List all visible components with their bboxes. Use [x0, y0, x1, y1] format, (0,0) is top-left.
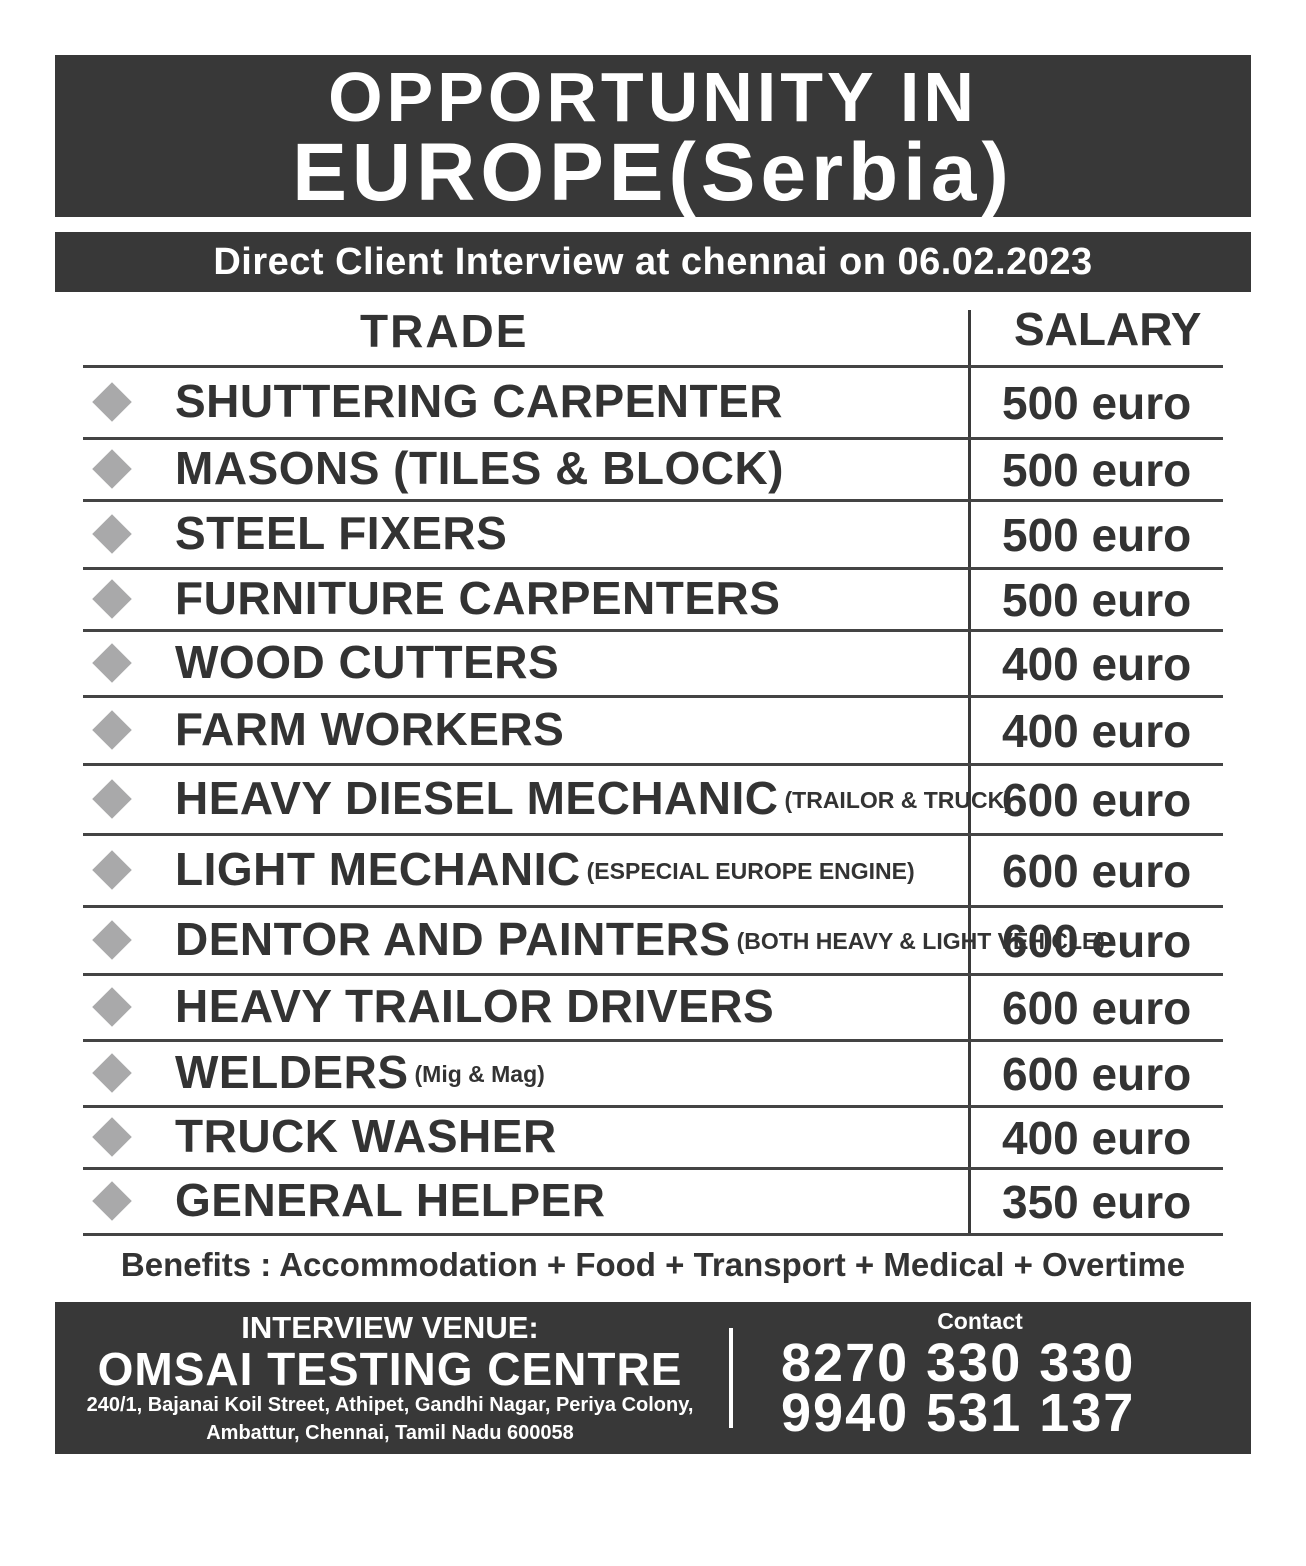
trade-label: FURNITURE CARPENTERS: [175, 572, 781, 624]
row-separator: [83, 905, 1223, 908]
row-separator: [83, 973, 1223, 976]
trade-label: TRUCK WASHER: [175, 1110, 557, 1162]
trade-name: [175, 842, 915, 896]
salary-value: 400 euro: [1002, 638, 1192, 690]
trade-name: [175, 1109, 557, 1163]
row-separator: [83, 1233, 1223, 1236]
diamond-bullet-icon: [92, 1181, 132, 1221]
row-separator: [83, 499, 1223, 502]
trade-label: DENTOR AND PAINTERS: [175, 913, 731, 965]
interview-date-bar: Direct Client Interview at chennai on 06.02.2023: [55, 232, 1251, 292]
trade-label: HEAVY TRAILOR DRIVERS: [175, 980, 775, 1032]
salary-value: 500 euro: [1002, 509, 1192, 561]
contact-phone-1: 8270 330 330: [781, 1333, 1136, 1393]
venue-address-line-1: 240/1, Bajanai Koil Street, Athipet, Gandhi Nagar, Periya Colony,: [86, 1394, 694, 1416]
trade-note: (ESPECIAL EUROPE ENGINE): [586, 858, 915, 884]
salary-column-header: SALARY: [1014, 303, 1202, 355]
trade-name: [175, 702, 564, 756]
salary-value: 600 euro: [1002, 1048, 1192, 1100]
diamond-bullet-icon: [92, 987, 132, 1027]
row-separator: [83, 1167, 1223, 1170]
trade-name: [175, 912, 1105, 966]
row-separator: [83, 365, 1223, 368]
trade-name: [175, 635, 559, 689]
trade-label: STEEL FIXERS: [175, 507, 508, 559]
trade-name: [175, 441, 784, 495]
row-separator: [83, 567, 1223, 570]
diamond-bullet-icon: [92, 579, 132, 619]
row-separator: [83, 1039, 1223, 1042]
trade-name: [175, 571, 780, 625]
footer-divider: [729, 1328, 733, 1428]
salary-value: 500 euro: [1002, 574, 1192, 626]
diamond-bullet-icon: [92, 449, 132, 489]
diamond-bullet-icon: [92, 643, 132, 683]
diamond-bullet-icon: [92, 920, 132, 960]
row-separator: [83, 1105, 1223, 1108]
trade-label: GENERAL HELPER: [175, 1174, 606, 1226]
title-banner: [55, 55, 1251, 217]
trade-label: WOOD CUTTERS: [175, 636, 560, 688]
diamond-bullet-icon: [92, 1117, 132, 1157]
trade-label: HEAVY DIESEL MECHANIC: [175, 772, 779, 824]
trade-note: (TRAILOR & TRUCK): [784, 787, 1012, 813]
contact-label: Contact: [937, 1308, 1023, 1334]
trade-note: (Mig & Mag): [414, 1061, 545, 1087]
contact-phone-2: 9940 531 137: [781, 1383, 1136, 1443]
title-line-1: OPPORTUNITY IN: [328, 58, 978, 136]
trade-label: LIGHT MECHANIC: [175, 843, 581, 895]
trade-label: FARM WORKERS: [175, 703, 565, 755]
trade-name: [175, 771, 1012, 825]
salary-value: 400 euro: [1002, 705, 1192, 757]
row-separator: [83, 629, 1223, 632]
salary-value: 500 euro: [1002, 377, 1192, 429]
benefits-line: Benefits : Accommodation + Food + Transport + Medical + Overtime: [120, 1246, 1186, 1283]
title-line-2: EUROPE(Serbia): [292, 127, 1014, 218]
trade-label: SHUTTERING CARPENTER: [175, 375, 784, 427]
salary-value: 500 euro: [1002, 444, 1192, 496]
trade-column-header: TRADE: [360, 305, 529, 357]
trade-name: [175, 1173, 605, 1227]
row-separator: [83, 695, 1223, 698]
trade-label: MASONS (TILES & BLOCK): [175, 442, 784, 494]
salary-value: 600 euro: [1002, 774, 1192, 826]
trade-name: [175, 374, 783, 428]
salary-value: 600 euro: [1002, 982, 1192, 1034]
diamond-bullet-icon: [92, 514, 132, 554]
venue-address-line-2: Ambattur, Chennai, Tamil Nadu 600058: [206, 1422, 574, 1444]
diamond-bullet-icon: [92, 710, 132, 750]
salary-value: 400 euro: [1002, 1112, 1192, 1164]
footer-band: [55, 1302, 1251, 1454]
salary-value: 600 euro: [1002, 845, 1192, 897]
salary-value: 600 euro: [1002, 915, 1192, 967]
venue-heading: INTERVIEW VENUE:: [241, 1310, 539, 1345]
diamond-bullet-icon: [92, 779, 132, 819]
trade-label: WELDERS: [175, 1046, 409, 1098]
row-separator: [83, 437, 1223, 440]
venue-name: OMSAI TESTING CENTRE: [97, 1343, 683, 1395]
trade-name: [175, 506, 507, 560]
diamond-bullet-icon: [92, 1053, 132, 1093]
trade-note: (BOTH HEAVY & LIGHT VEHICLE): [736, 928, 1106, 954]
trade-name: [175, 1045, 545, 1099]
diamond-bullet-icon: [92, 382, 132, 422]
row-separator: [83, 833, 1223, 836]
diamond-bullet-icon: [92, 850, 132, 890]
row-separator: [83, 763, 1223, 766]
salary-value: 350 euro: [1002, 1176, 1192, 1228]
trade-name: [175, 979, 774, 1033]
